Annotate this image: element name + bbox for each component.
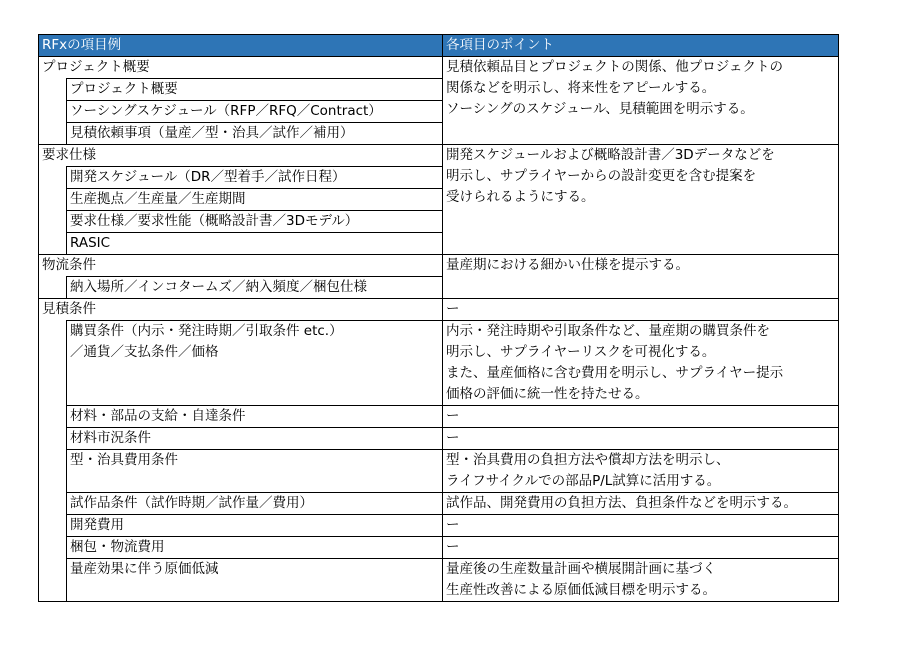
indent-cell: [39, 450, 67, 493]
item-row: [39, 537, 839, 559]
item-row: [39, 559, 839, 602]
item-label: 購買条件（内示・発注時期／引取条件 etc.） ／通貨／支払条件／価格: [67, 321, 443, 406]
header-point: 各項目のポイント: [443, 35, 839, 57]
indent-cell: [39, 537, 67, 559]
indent-cell: [39, 428, 67, 450]
item-point: [443, 277, 839, 299]
item-point: ー: [443, 406, 839, 428]
item-row: [39, 493, 839, 515]
indent-cell: [39, 233, 67, 255]
item-point: ー: [443, 537, 839, 559]
item-row: [39, 428, 839, 450]
item-row: [39, 277, 839, 299]
item-point: ー: [443, 428, 839, 450]
item-label: 型・治具費用条件: [67, 450, 443, 493]
rfx-table: [38, 34, 839, 602]
section-row: [39, 299, 839, 321]
item-row: [39, 450, 839, 493]
section-point: 開発スケジュールおよび概略設計書／3Dデータなどを 明示し、サプライヤーからの設計変更を含む提案を 受けられるようにする。: [443, 145, 839, 255]
item-point: 量産後の生産数量計画や横展開計画に基づく 生産性改善による原価低減目標を明示する。: [443, 559, 839, 602]
item-label: RASIC: [67, 233, 443, 255]
item-label: 生産拠点／生産量／生産期間: [67, 189, 443, 211]
section-row: [39, 57, 839, 79]
item-label: ソーシングスケジュール（RFP／RFQ／Contract）: [67, 101, 443, 123]
item-label: 梱包・物流費用: [67, 537, 443, 559]
item-label: 量産効果に伴う原価低減: [67, 559, 443, 602]
table-header-row: [39, 35, 839, 57]
section-point: ー: [443, 299, 839, 321]
item-label: 開発費用: [67, 515, 443, 537]
indent-cell: [39, 406, 67, 428]
header-item: RFxの項目例: [39, 35, 443, 57]
indent-cell: [39, 189, 67, 211]
item-row: [39, 321, 839, 406]
section-row: [39, 255, 839, 277]
item-label: プロジェクト概要: [67, 79, 443, 101]
item-label: 試作品条件（試作時期／試作量／費用）: [67, 493, 443, 515]
section-title: プロジェクト概要: [39, 57, 443, 79]
item-point: 試作品、開発費用の負担方法、負担条件などを明示する。: [443, 493, 839, 515]
item-label: 見積依頼事項（量産／型・治具／試作／補用）: [67, 123, 443, 145]
section-title: 見積条件: [39, 299, 443, 321]
section-title: 物流条件: [39, 255, 443, 277]
item-label: 材料市況条件: [67, 428, 443, 450]
indent-cell: [39, 167, 67, 189]
indent-cell: [39, 101, 67, 123]
section-point: 見積依頼品目とプロジェクトの関係、他プロジェクトの 関係などを明示し、将来性をアピールする。 ソーシングのスケジュール、見積範囲を明示する。: [443, 57, 839, 145]
item-label: 開発スケジュール（DR／型着手／試作日程）: [67, 167, 443, 189]
item-label: 要求仕様／要求性能（概略設計書／3Dモデル）: [67, 211, 443, 233]
item-point: ー: [443, 515, 839, 537]
item-row: [39, 406, 839, 428]
indent-cell: [39, 277, 67, 299]
indent-cell: [39, 79, 67, 101]
indent-cell: [39, 559, 67, 602]
item-point: 型・治具費用の負担方法や償却方法を明示し、 ライフサイクルでの部品P/L試算に活用する。: [443, 450, 839, 493]
indent-cell: [39, 321, 67, 406]
item-point: 内示・発注時期や引取条件など、量産期の購買条件を 明示し、サプライヤーリスクを可視化する。 また、量産価格に含む費用を明示し、サプライヤー提示 価格の評価に統一性を持たせる。: [443, 321, 839, 406]
indent-cell: [39, 123, 67, 145]
indent-cell: [39, 515, 67, 537]
section-point: 量産期における細かい仕様を提示する。: [443, 255, 839, 277]
section-title: 要求仕様: [39, 145, 443, 167]
item-label: 材料・部品の支給・自達条件: [67, 406, 443, 428]
item-row: [39, 515, 839, 537]
section-row: [39, 145, 839, 167]
indent-cell: [39, 211, 67, 233]
item-label: 納入場所／インコタームズ／納入頻度／梱包仕様: [67, 277, 443, 299]
indent-cell: [39, 493, 67, 515]
